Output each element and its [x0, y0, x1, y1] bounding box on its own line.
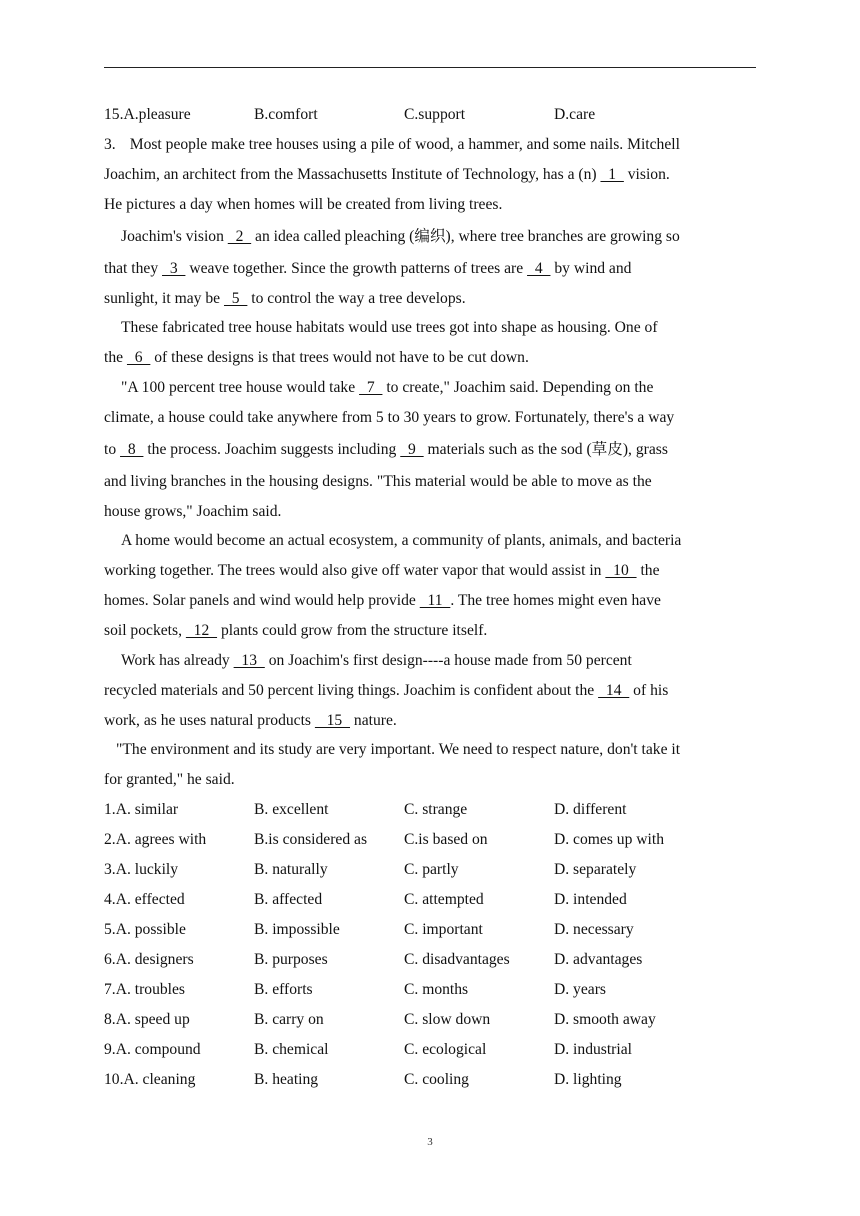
option-a: 6.A. designers	[104, 951, 194, 968]
blank: 7	[359, 379, 383, 396]
blank: 9	[400, 441, 424, 458]
passage-line: work, as he uses natural products 15 nature.	[104, 712, 397, 729]
passage-line: house grows," Joachim said.	[104, 503, 282, 520]
blank: 13	[233, 652, 265, 669]
header-rule	[104, 67, 756, 68]
blank: 4	[527, 260, 551, 277]
passage-line: to 8 the process. Joachim suggests including 9 materials such as the sod (草皮), grass	[104, 441, 668, 458]
option-b: B.comfort	[254, 106, 318, 123]
option-a: 15.A.pleasure	[104, 106, 191, 123]
option-b: B. naturally	[254, 861, 328, 878]
blank: 14	[598, 682, 630, 699]
passage-line: the 6 of these designs is that trees would not have to be cut down.	[104, 349, 529, 366]
option-b: B. affected	[254, 891, 323, 908]
passage-line: sunlight, it may be 5 to control the way a tree develops.	[104, 290, 466, 307]
option-d: D. comes up with	[554, 831, 665, 848]
passage-line: He pictures a day when homes will be created from living trees.	[104, 196, 503, 213]
passage-line: A home would become an actual ecosystem, a community of plants, animals, and bacteria	[121, 532, 682, 549]
passage-line: "The environment and its study are very important. We need to respect nature, don't take it	[116, 741, 681, 758]
option-a: 9.A. compound	[104, 1041, 201, 1058]
passage-line: Joachim's vision 2 an idea called pleaching (编织), where tree branches are growing so	[121, 228, 680, 245]
option-c: C. important	[404, 921, 483, 938]
option-d: D. advantages	[554, 951, 643, 968]
option-c: C. disadvantages	[404, 951, 510, 968]
option-a: 1.A. similar	[104, 801, 179, 818]
option-b: B. carry on	[254, 1011, 324, 1028]
blank: 15	[314, 712, 350, 729]
passage-line: 3. Most people make tree houses using a pile of wood, a hammer, and some nails. Mitchell	[104, 136, 680, 153]
option-c: C. ecological	[404, 1041, 487, 1058]
option-d: D. smooth away	[554, 1011, 656, 1028]
option-b: B. efforts	[254, 981, 313, 998]
blank: 6	[126, 349, 151, 366]
passage-line: that they 3 weave together. Since the growth patterns of trees are 4 by wind and	[104, 260, 632, 277]
option-a: 7.A. troubles	[104, 981, 185, 998]
blank: 5	[223, 290, 248, 307]
option-b: B.is considered as	[254, 831, 368, 848]
passage-line: Joachim, an architect from the Massachusetts Institute of Technology, has a (n) 1 vision.	[104, 166, 670, 183]
passage-line: These fabricated tree house habitats would use trees got into shape as housing. One of	[121, 319, 658, 336]
option-b: B. impossible	[254, 921, 340, 938]
passage-line: climate, a house could take anywhere from 5 to 30 years to grow. Fortunately, there's a way	[104, 409, 675, 426]
option-a: 8.A. speed up	[104, 1011, 190, 1028]
option-b: B. chemical	[254, 1041, 329, 1058]
page-number: 3	[427, 1136, 433, 1148]
blank: 1	[600, 166, 624, 183]
passage-line: homes. Solar panels and wind would help provide 11 . The tree homes might even have	[104, 592, 661, 609]
option-a: 4.A. effected	[104, 891, 185, 908]
option-d: D. separately	[554, 861, 637, 878]
option-c: C. partly	[404, 861, 459, 878]
option-c: C. months	[404, 981, 469, 998]
option-d: D. necessary	[554, 921, 634, 938]
blank: 12	[185, 622, 218, 639]
option-a: 3.A. luckily	[104, 861, 179, 878]
option-c: C. cooling	[404, 1071, 469, 1088]
option-d: D. intended	[554, 891, 627, 908]
option-d: D. different	[554, 801, 627, 818]
passage-line: for granted," he said.	[104, 771, 235, 788]
passage-line: recycled materials and 50 percent living things. Joachim is confident about the 14 of his	[104, 682, 669, 699]
option-c: C. attempted	[404, 891, 484, 908]
option-b: B. excellent	[254, 801, 329, 818]
blank: 8	[120, 441, 144, 458]
option-b: B. heating	[254, 1071, 319, 1088]
option-d: D.care	[554, 106, 596, 123]
option-d: D. lighting	[554, 1071, 622, 1088]
passage-line: and living branches in the housing designs. "This material would be able to move as the	[104, 473, 652, 490]
option-a: 10.A. cleaning	[104, 1071, 196, 1088]
option-a: 5.A. possible	[104, 921, 186, 938]
option-a: 2.A. agrees with	[104, 831, 207, 848]
option-d: D. industrial	[554, 1041, 632, 1058]
blank: 11	[419, 592, 451, 609]
blank: 2	[227, 228, 252, 245]
option-c: C. strange	[404, 801, 468, 818]
blank: 10	[605, 562, 637, 579]
option-c: C.support	[404, 106, 466, 123]
passage-number: 3.	[104, 136, 116, 153]
option-c: C. slow down	[404, 1011, 491, 1028]
passage-line: soil pockets, 12 plants could grow from the structure itself.	[104, 622, 488, 639]
passage-line: working together. The trees would also give off water vapor that would assist in 10 the	[104, 562, 660, 579]
passage-line: Work has already 13 on Joachim's first design----a house made from 50 percent	[121, 652, 632, 669]
option-c: C.is based on	[404, 831, 488, 848]
option-d: D. years	[554, 981, 606, 998]
blank: 3	[162, 260, 186, 277]
passage-line: "A 100 percent tree house would take 7 to create," Joachim said. Depending on the	[121, 379, 654, 396]
option-b: B. purposes	[254, 951, 328, 968]
